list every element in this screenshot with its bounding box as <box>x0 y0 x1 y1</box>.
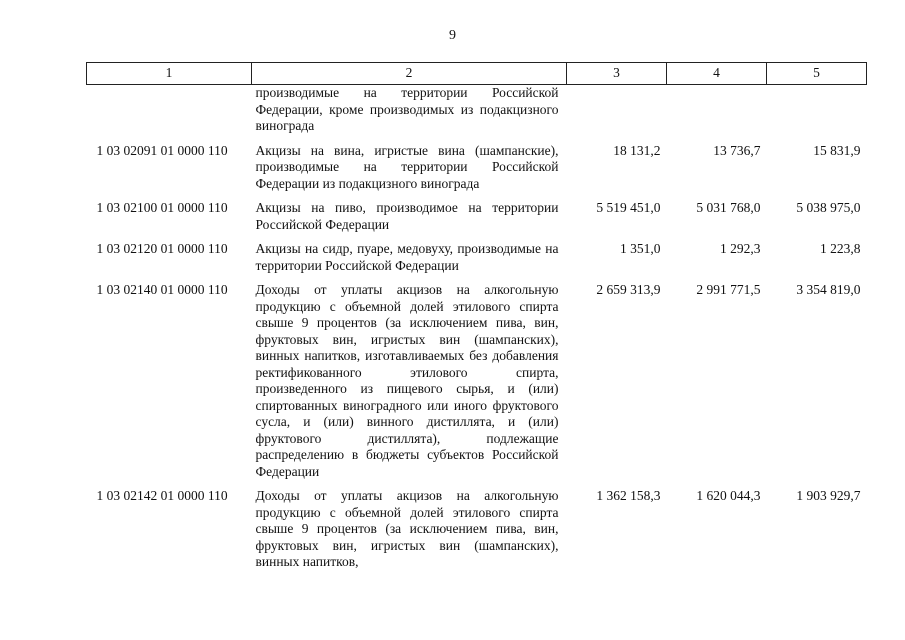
header-row <box>87 63 867 85</box>
row-value-col3 <box>567 85 667 143</box>
row-value-col4: 1 292,3 <box>720 241 761 256</box>
row-code: 1 03 02142 01 0000 110 <box>96 488 228 503</box>
row-value-col3: 18 131,2 <box>613 142 661 158</box>
row-value-col5: 5 038 975,0 <box>796 200 861 215</box>
row-value-col4: 2 991 771,5 <box>696 282 761 297</box>
row-value-col5: 15 831,9 <box>813 142 861 158</box>
table-row <box>87 488 867 571</box>
row-description: Акцизы на вина, игристые вина (шампанские), производимые на территории Российской Федерации из подакцизного винограда <box>255 142 559 191</box>
row-description: Акцизы на сидр, пуаре, медовуху, производимые на территории Российской Федерации <box>255 241 559 273</box>
table-row <box>87 200 867 241</box>
table-row <box>87 143 867 201</box>
row-code: 1 03 02100 01 0000 110 <box>96 200 228 215</box>
page-number: 9 <box>449 28 456 43</box>
column-header-2: 2 <box>252 63 567 85</box>
row-value-col5: 1 903 929,7 <box>796 488 861 503</box>
row-description: Доходы от уплаты акцизов на алкогольную продукцию с объемной долей этилового спирта свыше 9 процентов (за исключением пива, вин, фруктовых вин, игристых вин (шампанских), винных напитков, изготавливаемых без добавления ректификованного этилового спирта, произведенного из пищевого сырья, и (или) спиртованных виноградного или иного фруктового сусла, и (или) винного дистиллята, и (или) фруктового дистиллята), подлежащие распределению в бюджеты субъектов Российской Федерации <box>255 282 559 479</box>
row-value-col4: 5 031 768,0 <box>696 200 761 215</box>
row-code: 1 03 02140 01 0000 110 <box>96 282 228 297</box>
row-value-col3: 5 519 451,0 <box>596 200 661 215</box>
column-header-5: 5 <box>767 63 867 85</box>
row-value-col5: 1 223,8 <box>820 241 861 256</box>
row-value-col3: 2 659 313,9 <box>596 282 661 297</box>
table-row <box>87 85 867 143</box>
row-value-col3: 1 362 158,3 <box>596 488 661 503</box>
column-header-4: 4 <box>667 63 767 85</box>
table-body <box>87 85 867 571</box>
row-value-col3: 1 351,0 <box>620 241 661 256</box>
row-description: Акцизы на пиво, производимое на территории Российской Федерации <box>255 200 559 232</box>
table-row <box>87 241 867 282</box>
table-header <box>87 63 867 85</box>
row-value-col5: 3 354 819,0 <box>796 282 861 297</box>
row-description: Доходы от уплаты акцизов на алкогольную продукцию с объемной долей этилового спирта свыше 9 процентов (за исключением пива, вин, фруктовых вин, игристых вин (шампанских), винных напитков, <box>255 488 559 569</box>
table-row <box>87 282 867 488</box>
row-value-col4 <box>667 85 767 143</box>
row-value-col5 <box>767 85 867 143</box>
column-header-3: 3 <box>567 63 667 85</box>
row-description: производимые на территории Российской Федерации, кроме производимых из подакцизного винограда <box>255 85 559 133</box>
column-header-1: 1 <box>87 63 252 85</box>
row-code: 1 03 02120 01 0000 110 <box>96 241 228 256</box>
row-code: 1 03 02091 01 0000 110 <box>96 142 228 158</box>
row-value-col4: 13 736,7 <box>713 142 761 158</box>
budget-revenue-table <box>86 62 867 571</box>
row-value-col4: 1 620 044,3 <box>696 488 761 503</box>
row-code <box>87 85 252 143</box>
